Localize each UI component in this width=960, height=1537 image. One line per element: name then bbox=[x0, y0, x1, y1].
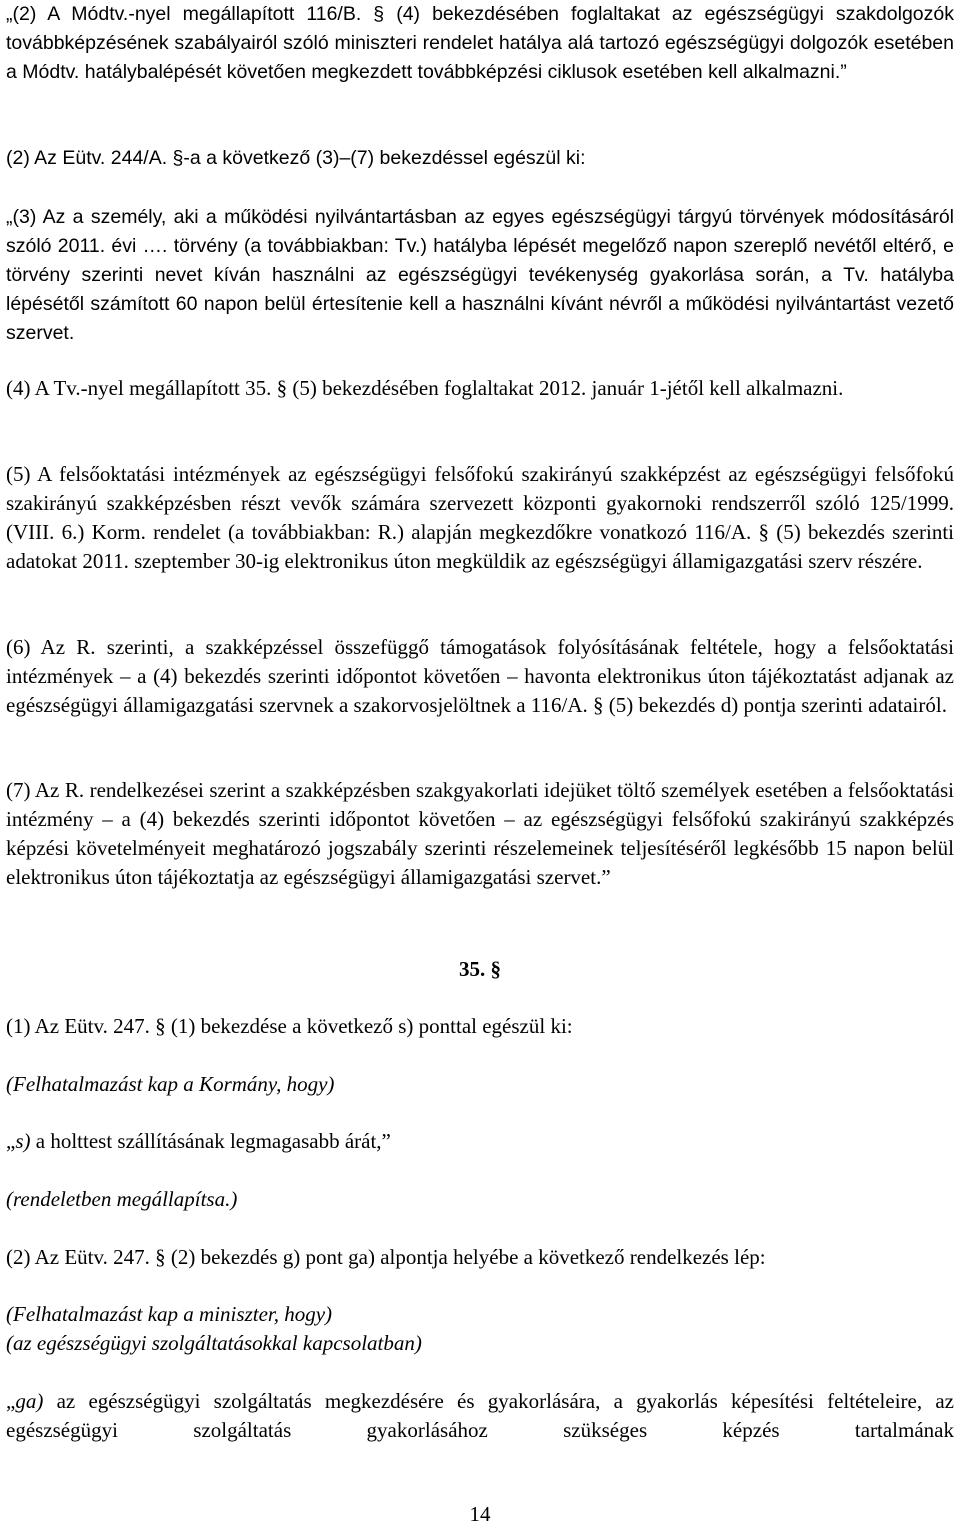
paragraph-authorization-minister: (Felhatalmazást kap a miniszter, hogy) bbox=[6, 1302, 333, 1326]
paragraph-244a-6: (6) Az R. szerinti, a szakképzéssel összefüggő támogatások folyósításának feltétele, hogy a felsőoktatási intézmények – a (4) bekezdés szerinti időpontot követően – havonta elektronikus úton tájékoztatást adjanak az egészségügyi államigazgatási szervnek a szakorvosjelöltnek a 116/A. § (5) bekezdés d) pontja szerinti adatairól. bbox=[6, 635, 954, 717]
page-number: 14 bbox=[469, 1502, 491, 1526]
paragraph-244a-3: „(3) Az a személy, aki a működési nyilvántartásban az egyes egészségügyi tárgyú törvények módosításáról szóló 2011. évi …. törvény (a továbbiakban: Tv.) hatályba lépését megelőző napon szereplő nevétől eltérő, e törvény szerinti nevet kíván használni az egészségügyi tevékenység gyakorlása során, a Tv. hatályba lépésétől számított 60 napon belül értesítenie kell a használni kívánt névről a működési nyilvántartást vezető szervet. bbox=[6, 206, 954, 344]
paragraph-244a-amendment-intro: (2) Az Eütv. 244/A. §-a a következő (3)–(7) bekezdéssel egészül ki: bbox=[6, 147, 586, 169]
section-heading: 35. § bbox=[459, 957, 501, 981]
paragraph-244a-7: (7) Az R. rendelkezései szerint a szakképzésben szakgyakorlati idejüket töltő személyek esetében a felsőoktatási intézmény – a (4) bekezdés szerinti időpontot követően – az egészségügyi felsőfokú szakirányú szakképzés képzési követelményeit meghatározó jogszabály szerinti részelemeinek teljesítéséről legkésőbb 15 napon belül elektronikus úton tájékoztatja az egészségügyi államigazgatási szervet.” bbox=[6, 778, 954, 889]
opening-quote: „ bbox=[6, 1129, 16, 1153]
paragraph-authorization-government: (Felhatalmazást kap a Kormány, hogy) bbox=[6, 1072, 335, 1096]
point-label-ga: ga) bbox=[15, 1389, 44, 1413]
point-s-text: a holttest szállításának legmagasabb árát,” bbox=[30, 1129, 391, 1153]
paragraph-transitional-116b: „(2) A Módtv.-nyel megállapított 116/B. § (4) bekezdésében foglaltakat az egészségügyi szakdolgozók továbbképzésének szabályairól szóló miniszteri rendelet hatálya alá tartozó egészségügyi dolgozók esetében a Módtv. hatálybalépését követően megkezdett továbbképzési ciklusok esetében kell alkalmazni.” bbox=[6, 3, 954, 83]
paragraph-rendeletben: (rendeletben megállapítsa.) bbox=[6, 1187, 238, 1211]
paragraph-point-ga bbox=[6, 1387, 954, 1445]
point-ga-text: az egészségügyi szolgáltatás megkezdésére és gyakorlására, a gyakorlás képesítési feltételeire, az egészségügyi szolgáltatás gyakorlásához szükséges képzés tartalmának bbox=[6, 1389, 954, 1442]
paragraph-247-2: (2) Az Eütv. 247. § (2) bekezdés g) pont ga) alpontja helyébe a következő rendelkezés lép: bbox=[6, 1245, 766, 1269]
point-label-s: s) bbox=[15, 1129, 31, 1153]
paragraph-health-services-context: (az egészségügyi szolgáltatásokkal kapcsolatban) bbox=[6, 1331, 422, 1355]
paragraph-244a-5: (5) A felsőoktatási intézmények az egészségügyi felsőfokú szakirányú szakképzést az egészségügyi felsőfokú szakirányú szakképzésben részt vevők számára szervezett központi gyakornoki rendszerről szóló 125/1999. (VIII. 6.) Korm. rendelet (a továbbiakban: R.) alapján megkezdőkre vonatkozó 116/A. § (5) bekezdés szerinti adatokat 2011. szeptember 30-ig elektronikus úton megküldik az egészségügyi államigazgatási szerv részére. bbox=[6, 462, 954, 573]
opening-quote: „ bbox=[6, 1389, 16, 1413]
paragraph-247-1: (1) Az Eütv. 247. § (1) bekezdése a következő s) ponttal egészül ki: bbox=[6, 1014, 573, 1038]
paragraph-244a-4: (4) A Tv.-nyel megállapított 35. § (5) bekezdésében foglaltakat 2012. január 1-jétől kell alkalmazni. bbox=[6, 376, 844, 400]
paragraph-point-s bbox=[6, 1127, 954, 1156]
